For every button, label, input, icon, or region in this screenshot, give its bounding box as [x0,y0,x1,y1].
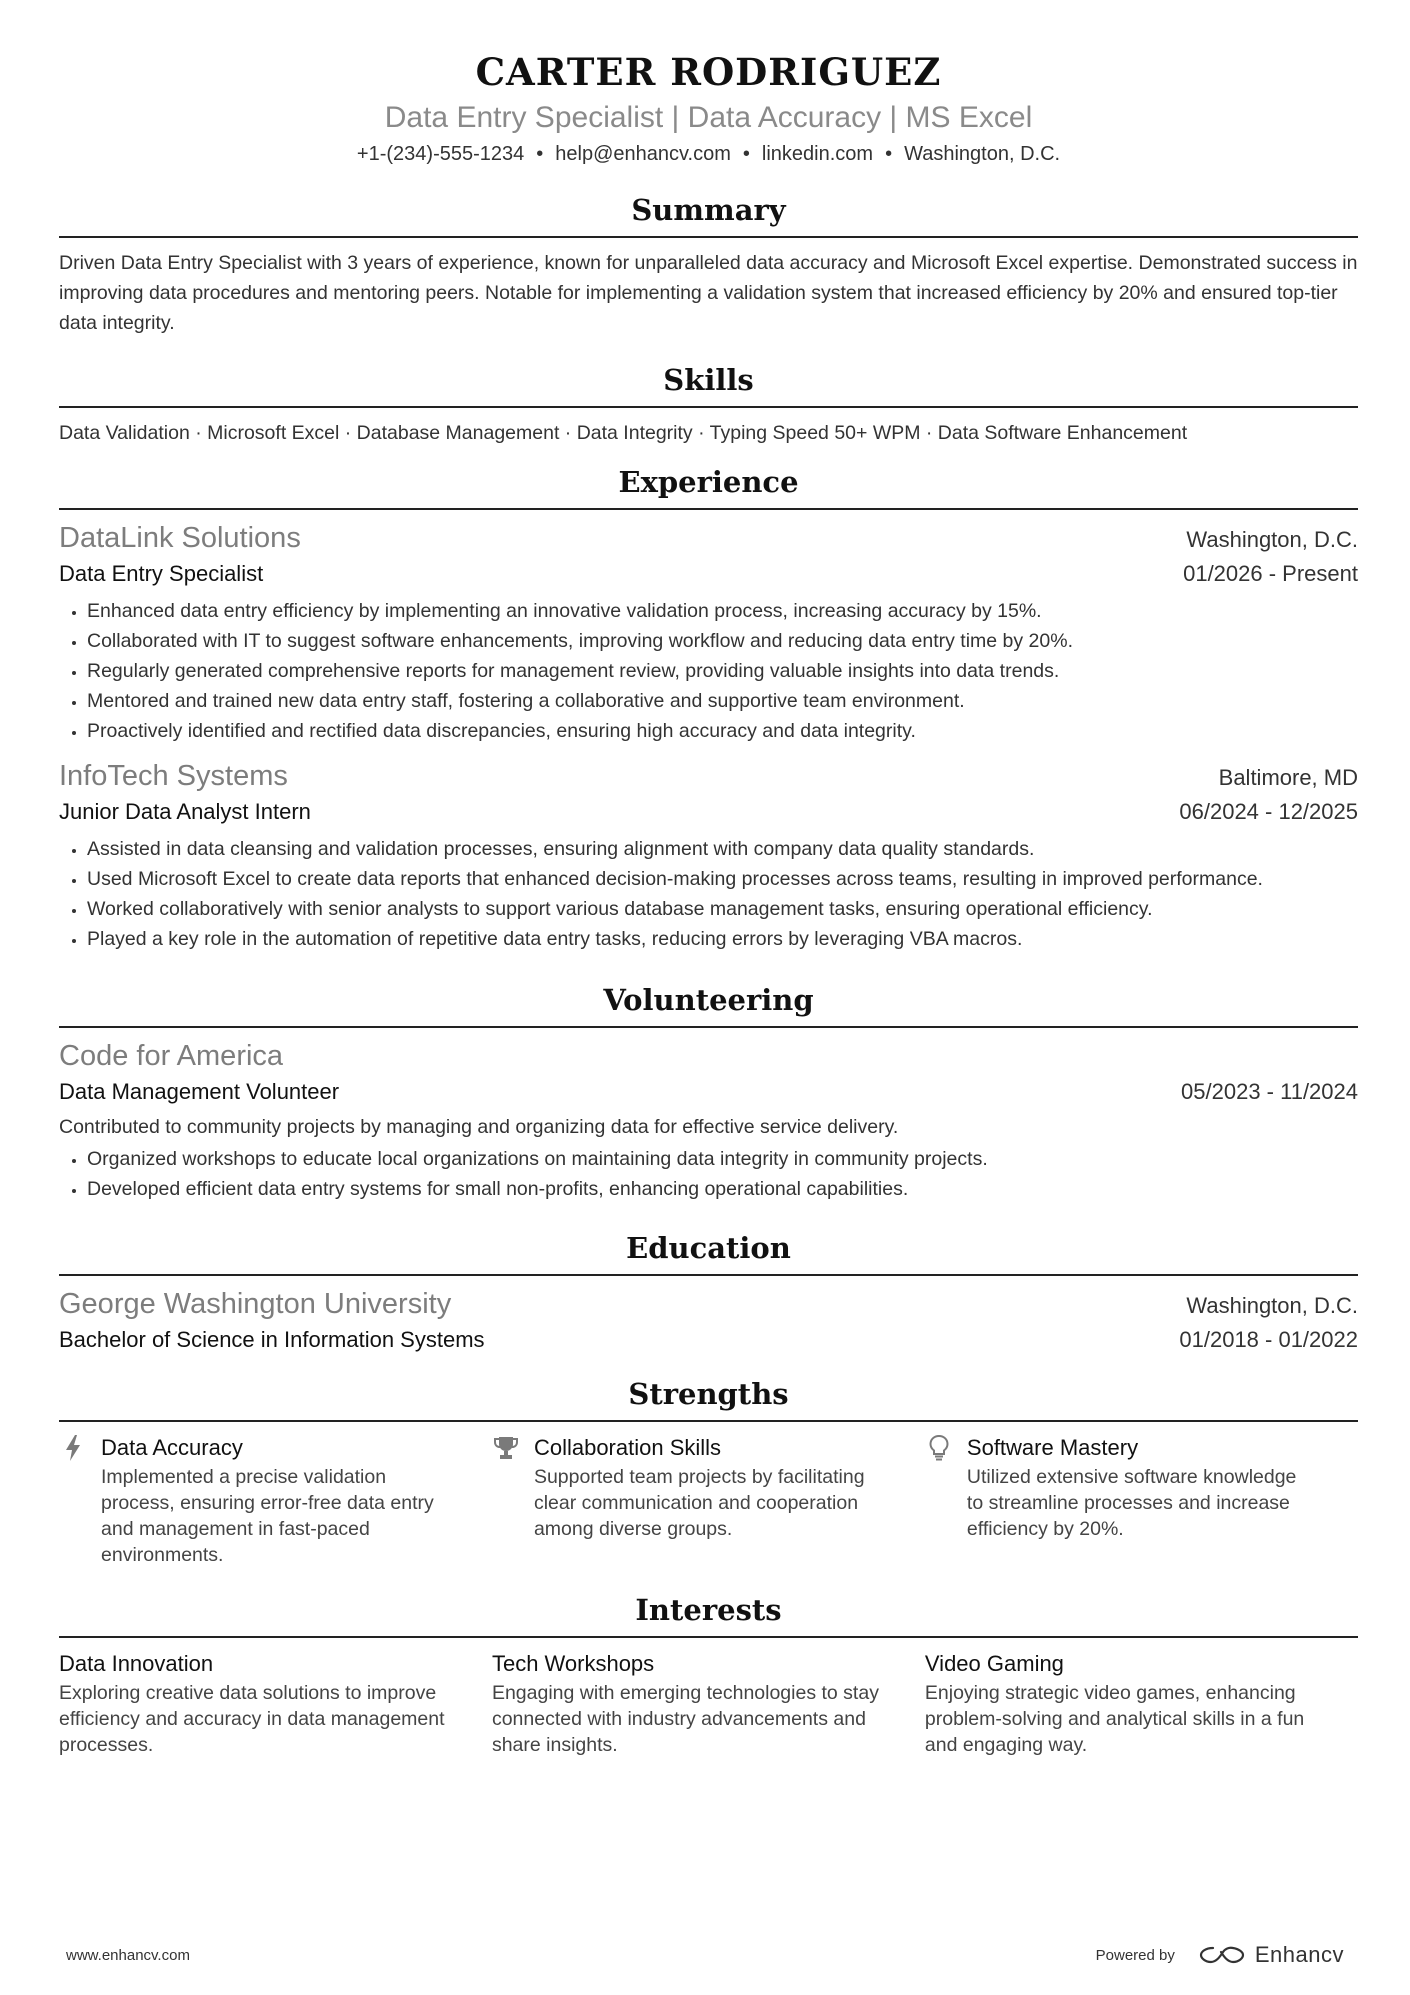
job-title: Data Entry Specialist [59,561,264,586]
school-location: Washington, D.C. [1186,1293,1358,1318]
bullet-item: • Regularly generated comprehensive reports for management review, providing valuable insights into data trends. [87,656,1358,686]
experience-section [59,462,1358,954]
interest-title: Data Innovation [59,1651,214,1676]
strength-title: Collaboration Skills [533,1435,722,1460]
trophy-icon [492,1434,520,1462]
contact-line [59,140,1358,168]
volunteer-dates: 05/2023 - 11/2024 [1181,1079,1358,1104]
education-section [59,1228,1358,1356]
bullet-item: • Organized workshops to educate local organizations on maintaining data integrity in community projects. [87,1144,1358,1174]
interest-item [925,1648,1358,1758]
powered-by-label: Powered by [1095,1946,1175,1964]
resume-page [59,0,1358,1758]
volunteer-description: Contributed to community projects by managing and organizing data for effective service delivery. [59,1116,899,1138]
strength-description: Utilized extensive software knowledge to streamline processes and increase efficiency by 20%. [966,1466,1297,1540]
section-title-skills: Skills [59,360,1358,408]
separator-dot: • [536,143,544,165]
strength-description: Implemented a precise validation process, ensuring error-free data entry and management in fast-paced environments. [101,1466,434,1566]
job-location: Baltimore, MD [1218,765,1358,790]
section-title-strengths: Strengths [59,1374,1358,1422]
summary-section [59,190,1358,338]
enhancv-logo-icon [1199,1944,1245,1966]
job-title: Junior Data Analyst Intern [59,799,311,824]
separator-dot: • [885,143,893,165]
strength-title: Data Accuracy [101,1435,243,1460]
powered-by [1096,1942,1344,1968]
bullet-item: • Assisted in data cleansing and validation processes, ensuring alignment with company data quality standards. [87,834,1358,864]
education-dates: 01/2018 - 01/2022 [1179,1327,1358,1352]
experience-entry [59,518,1358,746]
summary-text: Driven Data Entry Specialist with 3 years of experience, known for unparalleled data accuracy and Microsoft Excel expertise. Demonstrated success in improving data procedures and mentoring peers. Notable for implementing a validation system that increased efficiency by 20% and ensured top-tier data integrity. [59,252,1358,334]
footer [66,1942,1344,1968]
interest-item [492,1648,925,1758]
interest-title: Video Gaming [924,1651,1064,1676]
volunteering-entry [59,1036,1358,1204]
school-name: George Washington University [59,1288,452,1320]
interest-description: Enjoying strategic video games, enhancing problem-solving and analytical skills in a fun and engaging way. [924,1682,1305,1756]
skills-section [59,360,1358,448]
job-dates: 01/2026 - Present [1183,561,1358,586]
resume-header [59,0,1358,168]
volunteering-section [59,980,1358,1204]
bullet-item: • Mentored and trained new data entry staff, fostering a collaborative and supportive team environment. [87,686,1358,716]
bullet-item: • Used Microsoft Excel to create data reports that enhanced decision-making processes across teams, resulting in improved performance. [87,864,1358,894]
phone[interactable]: +1-(234)-555-1234 [356,143,525,165]
org-name: Code for America [59,1040,284,1072]
section-title-interests: Interests [59,1590,1358,1638]
strength-description: Supported team projects by facilitating clear communication and cooperation among diverse groups. [533,1466,865,1540]
brand-name: Enhancv [1254,1942,1344,1967]
skills-list: Data Validation · Microsoft Excel · Database Management · Data Integrity · Typing Speed 50+ WPM · Data Software Enhancement [59,422,1188,444]
linkedin-link[interactable]: linkedin.com [761,143,874,165]
job-bullets [59,596,1358,746]
job-bullets [59,834,1358,954]
section-title-experience: Experience [59,462,1358,510]
volunteer-role: Data Management Volunteer [59,1079,340,1104]
job-location: Washington, D.C. [1186,527,1358,552]
company-name: InfoTech Systems [59,760,288,792]
strength-item [59,1432,492,1568]
strengths-grid [59,1432,1358,1568]
section-title-volunteering: Volunteering [59,980,1358,1028]
bullet-item: • Proactively identified and rectified data discrepancies, ensuring high accuracy and data integrity. [87,716,1358,746]
candidate-name: CARTER RODRIGUEZ [475,50,942,94]
company-name: DataLink Solutions [59,522,301,554]
email[interactable]: help@enhancv.com [555,143,731,165]
interests-grid [59,1648,1358,1758]
separator-dot: • [742,143,750,165]
interest-item [59,1648,492,1758]
volunteer-bullets [59,1144,1358,1204]
job-dates: 06/2024 - 12/2025 [1179,799,1358,824]
strengths-section [59,1374,1358,1568]
strength-title: Software Mastery [966,1435,1139,1460]
experience-entry [59,756,1358,954]
bullet-item: • Played a key role in the automation of repetitive data entry tasks, reducing errors by leveraging VBA macros. [87,924,1358,954]
headline: Data Entry Specialist | Data Accuracy | MS Excel [384,101,1033,134]
interest-description: Engaging with emerging technologies to stay connected with industry advancements and share insights. [491,1682,879,1756]
education-entry [59,1284,1358,1356]
interest-description: Exploring creative data solutions to improve efficiency and accuracy in data management processes. [59,1682,445,1756]
strength-item [492,1432,925,1568]
bullet-item: • Developed efficient data entry systems for small non-profits, enhancing operational capabilities. [87,1174,1358,1204]
strength-item [925,1432,1358,1568]
website-link[interactable]: www.enhancv.com [66,1946,190,1964]
lightning-icon [59,1434,87,1462]
lightbulb-icon [925,1434,953,1462]
bullet-item: • Worked collaboratively with senior analysts to support various database management tasks, ensuring operational efficiency. [87,894,1358,924]
degree: Bachelor of Science in Information Systems [59,1327,485,1352]
section-title-summary: Summary [59,190,1358,238]
location: Washington, D.C. [904,143,1061,165]
bullet-item: • Collaborated with IT to suggest software enhancements, improving workflow and reducing data entry time by 20%. [87,626,1358,656]
section-title-education: Education [59,1228,1358,1276]
interest-title: Tech Workshops [491,1651,655,1676]
bullet-item: • Enhanced data entry efficiency by implementing an innovative validation process, increasing accuracy by 15%. [87,596,1358,626]
interests-section [59,1590,1358,1758]
